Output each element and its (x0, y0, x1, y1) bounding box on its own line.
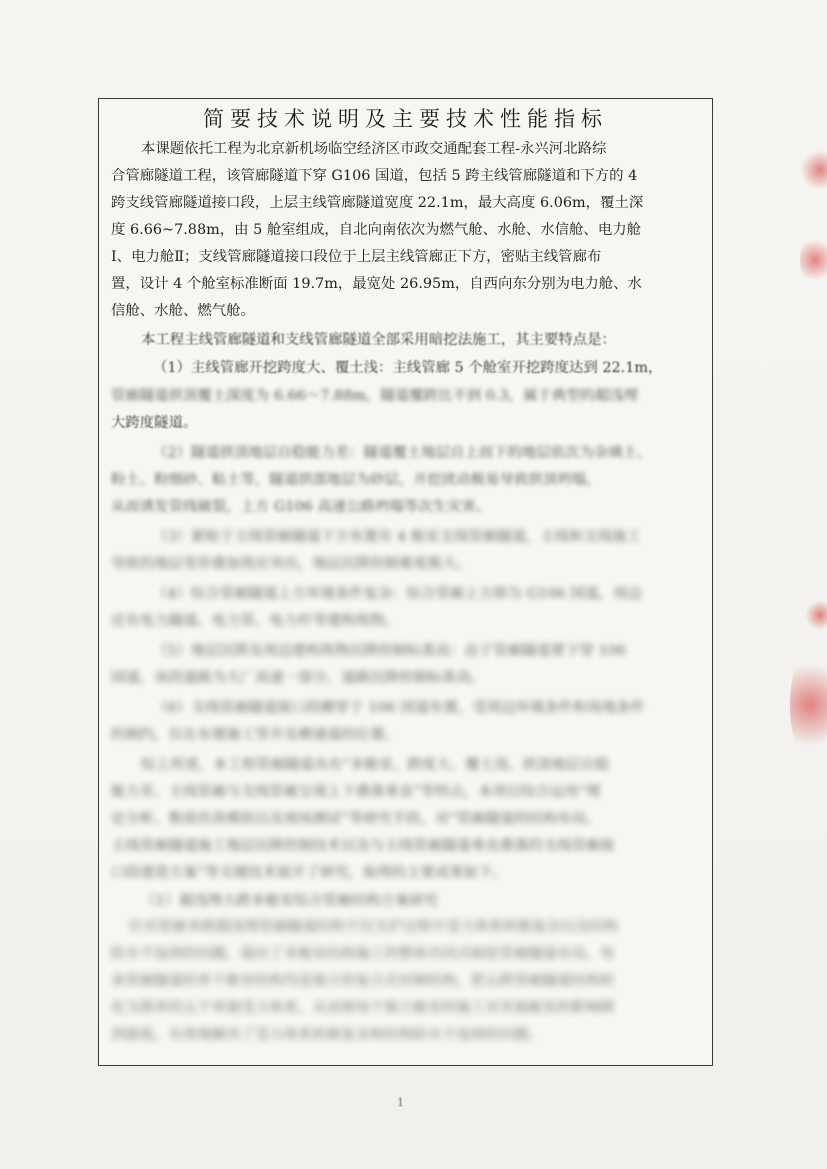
text-line: 口段建造方案”等关键技术展开了研究，取得的主要成果如下。 (111, 865, 507, 881)
text-line: 导致的地层变形叠加效应突出，地层沉降控制难度极大。 (111, 556, 471, 572)
document-frame (98, 98, 713, 1066)
text-line: 本课题依托工程为北京新机场临空经济区市政交通配套工程-永兴河北路综 (141, 141, 607, 157)
text-line: 粉土、粉细砂、粘土等，隧道拱部地层为砂层，开挖扰动极易导致拱顶坍塌， (111, 472, 601, 488)
red-stamp-mark (800, 235, 827, 285)
text-line: 论分析、数值仿真模拟以及现场测试”等研究手段，对“管廊隧道的结构布局、 (111, 811, 601, 827)
text-line: Ⅰ、电力舱Ⅱ；支线管廊隧道接口段位于上层主线管廊正下方，密贴主线管廊布 (111, 249, 602, 265)
text-line: （6）支线管廊隧道接口段横穿于 106 国道布置，受周边环境条件和场地条件 (153, 700, 645, 716)
text-line: 到最低，有效地解决了受力体系转换复杂和结构防水不连续的问题。 (111, 1027, 543, 1043)
text-line: 主线管廊隧道施工地层沉降控制技术以及与主线管廊隧道垂直叠落的支线管廊接 (111, 838, 615, 854)
text-line: 管廊隧道拱顶覆土深度为 6.66～7.88m，隧道覆跨比不到 0.3，属于典型的超浅埋 (111, 388, 639, 404)
text-line: 还有电力隧道、电力管、电力杆等建构筑物。 (111, 613, 399, 629)
text-line: （4）综合管廊隧道上方环境条件复杂：综合管廊上方即为 G106 国道，周边 (153, 586, 642, 602)
text-line: （1）主线管廊开挖跨度大、覆土浅：主线管廊 5 个舱室开挖跨度达到 22.1m， (153, 360, 663, 376)
text-line: 信舱、水舱、燃气舱。 (111, 303, 255, 319)
text-line: 针对管廊多跨超浅埋管廊隧道结构不仅支护过程中受力体系转换复杂以及结构 (129, 919, 619, 935)
document-title: 简要技术说明及主要技术性能指标 (203, 107, 608, 131)
text-line: 的制约，仅在布置施工竖井及横通道的位置。 (111, 727, 399, 743)
text-line: （5）地层沉降及周边建构筑物沉降控制标准高：由于管廊隧道要下穿 106 (153, 643, 626, 659)
text-line: 能力差、主线管廊与支线管廊呈现上下叠落垂直”等特点，本项目综合运用“理 (111, 784, 601, 800)
text-line: 本工程主线管廊隧道和支线管廊隧道全部采用暗挖法施工，其主要特点是： (141, 332, 616, 348)
text-line: 化为简单的五个单独受力体系，从而使每个独立舱室的施工对其他舱室的影响降 (111, 1000, 615, 1016)
text-line: （2）隧道拱顶地层自稳能力差：隧道覆土地层自上而下的地层依次为杂填土、 (153, 445, 652, 461)
text-line: 国道，该段道路为大厂高速一部分，道路沉降控制标准高。 (111, 670, 486, 686)
text-line: 度 6.66~7.88m，由 5 舱室组成，自北向南依次为燃气舱、水舱、水信舱、电力舱 (111, 222, 641, 238)
red-stamp-mark (790, 650, 827, 760)
page-number: 1 (397, 1096, 404, 1109)
text-line: 防水不连续的问题，提出了多舱室结构施工的整体共同式暗挖管廊隧道布局，每 (111, 946, 615, 962)
section-heading: （1）超浅埋大跨多舱室综合管廊结构方案研究 (141, 893, 438, 909)
text-line: 跨支线管廊隧道接口段，上层主线管廊隧道宽度 22.1m，最大高度 6.06m，覆土深 (111, 195, 644, 211)
text-line: 合管廊隧道工程，该管廊隧道下穿 G106 国道，包括 5 跨主线管廊隧道和下方的 4 (111, 168, 638, 184)
text-line: 从而诱发管线破裂，上方 G106 高速公路坍塌等次生灾害。 (111, 499, 491, 515)
red-stamp-mark (805, 600, 827, 630)
text-line: 综上所述，本工程管廊隧道具有“多舱室、跨度大、覆土浅、拱顶地层自稳 (141, 757, 609, 773)
text-line: 大跨度隧道。 (111, 415, 198, 431)
text-line: 置，设计 4 个舱室标准断面 19.7m，最宽处 26.95m，自西向东分别为电力舱、水 (111, 276, 642, 292)
text-line: （3）紧贴于主线管廊隧道下方布置有 4 舱室支线管廊隧道，主线和支线施工 (153, 529, 641, 545)
text-line: 条管廊隧道的单个舱室结构均是独立的复合式衬砌结构，把五跨管廊隧道结构转 (111, 973, 615, 989)
